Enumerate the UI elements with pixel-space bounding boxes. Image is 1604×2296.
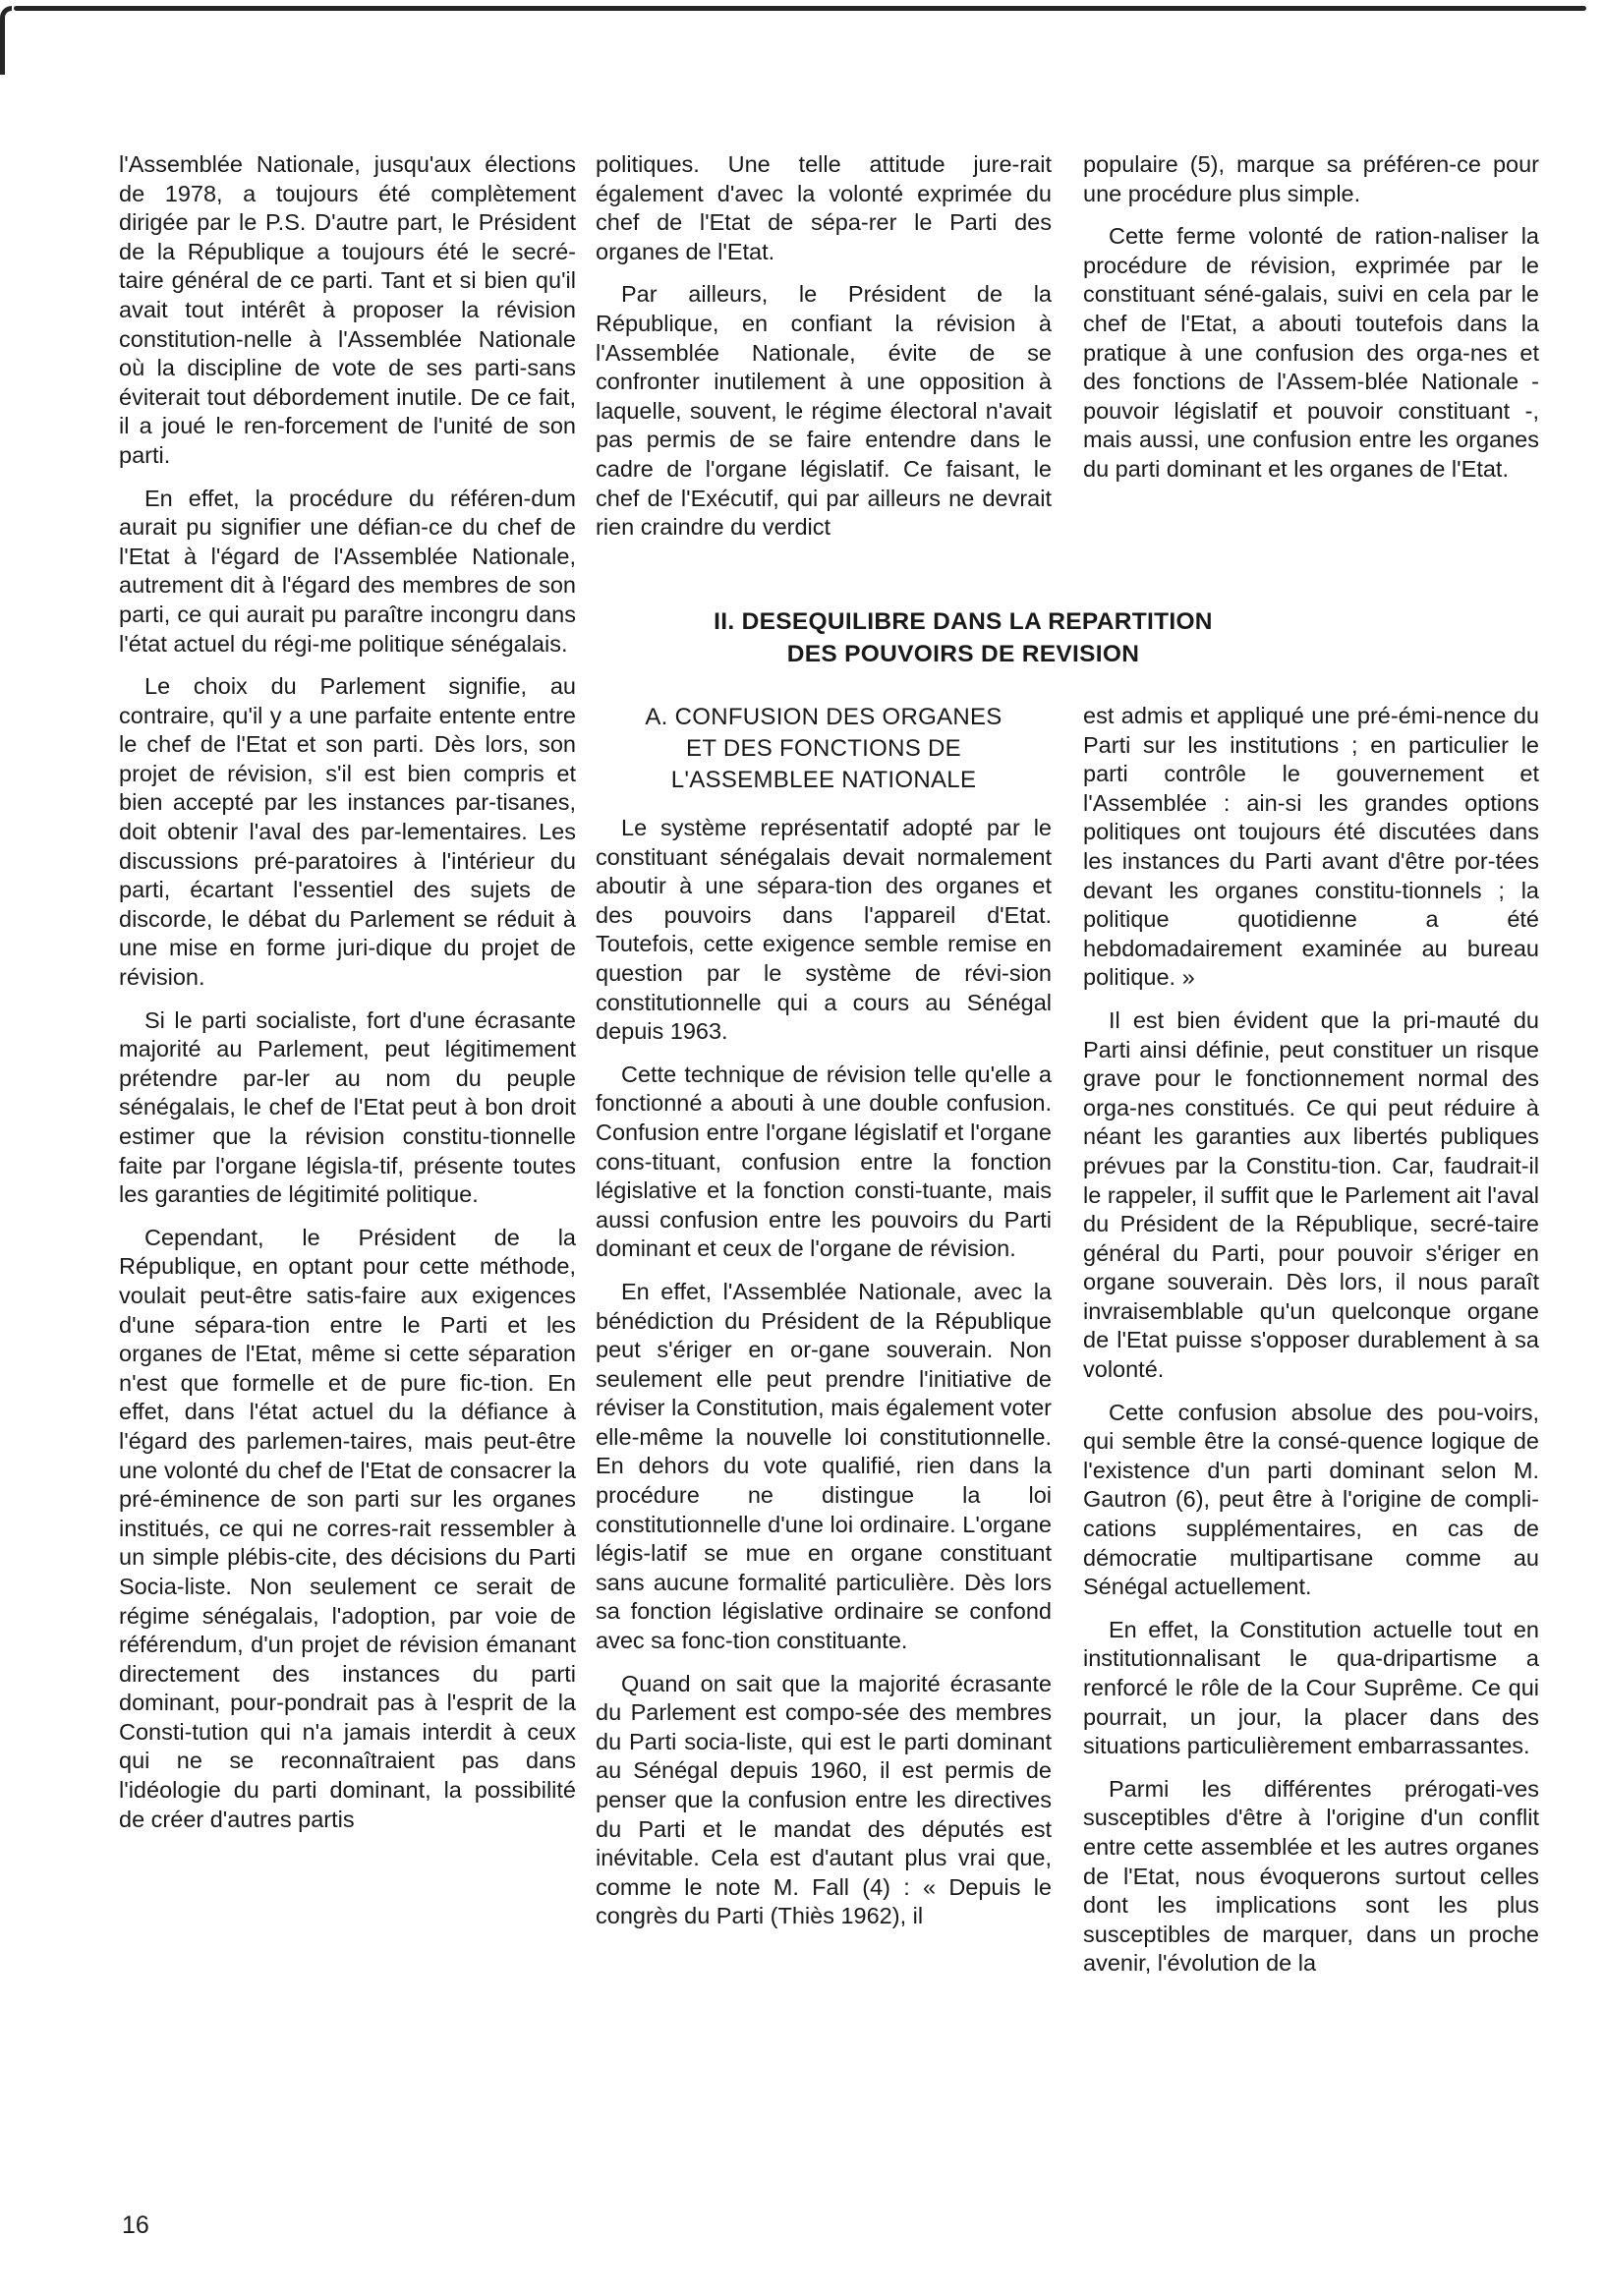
paragraph: Le système représentatif adopté par le constituant sénégalais devait normalement aboutir à une sépara-tion des organes et des pouvoirs dans l'appareil d'Etat. Toutefois, cette exigence semble remise en question par le système de révi-sion constitutionnelle qui a cours au Sénégal depuis 1963. [596,815,1052,1045]
paragraph: Quand on sait que la majorité écrasante du Parlement est compo-sée des membres du Parti socia-liste, qui est le parti dominant au Sénégal depuis 1960, il est permis de penser que la confusion entre les directives du Parti et le mandat des députés est inévitable. Cela est d'autant plus vrai que, comme le note M. Fall (4) : « Depuis le congrès du Parti (Thiès 1962), il [596,1670,1052,1929]
paragraph: politiques. Une telle attitude jure-rait également d'avec la volonté exprimée du chef de l'Etat de sépa-rer le Parti des organes de l'Etat. [596,151,1052,264]
text-column-3-top [1083,150,1539,498]
subsection-heading-line: L'ASSEMBLEE NATIONALE [670,767,977,793]
text-column-2-top [596,150,1052,556]
paragraph: Cependant, le Président de la République, en optant pour cette méthode, voulait peut-être satis-faire aux exigences d'une sépara-tion entre le Parti et les organes de l'Etat, même si cette séparation n'est que formelle et de pure fic-tion. En effet, dans l'état actuel du la défiance à l'égard des parlemen-taires, mais peut-être une volonté du chef de l'Etat de consacrer la pré-éminence de son parti sur les organes institués, ce qui ne corres-rait ressembler à un simple plébis-cite, des décisions du Parti Socia-liste. Non seulement ce serait de régime sénégalais, l'adoption, par voie de référendum, d'un projet de révision émanant directement des instances du parti dominant, pour-pondrait pas à l'esprit de la Consti-tution qui n'a jamais interdit à ceux qui ne se reconnaîtraient pas dans l'idéologie du parti dominant, la possibilité de créer d'autres partis [119,1224,576,1832]
page-number: 16 [122,2211,149,2239]
paragraph: populaire (5), marque sa préféren-ce pour une procédure plus simple. [1083,151,1539,206]
subsection-heading-line: ET DES FONCTIONS DE [686,735,961,762]
subsection-heading-line: A. CONFUSION DES ORGANES [645,704,1002,730]
paragraph: Il est bien évident que la pri-mauté du Parti ainsi définie, peut constituer un risque grave pour le fonctionnement normal des orga-nes constitués. Ce qui peut réduire à néant les garanties aux libertés publiques prévues par la Constitu-tion. Car, faudrait-il le rappeler, il suffit que le Parlement ait l'aval du Président de la République, secré-taire général du Parti, pour pouvoir s'ériger en organe souverain. Dès lors, il nous paraît invraisemblable qu'un quelconque organe de l'Etat puisse s'opposer durablement à sa volonté. [1083,1006,1539,1383]
section-heading [531,605,1396,670]
paragraph: Cette technique de révision telle qu'elle a fonctionné a abouti à une double confusion. Confusion entre l'organe législatif et l'organe cons-tituant, confusion entre la fonction législative et la fonction consti-tuante, mais aussi confusion entre les pouvoirs du Parti dominant et ceux de l'organe de révision. [596,1061,1052,1262]
paragraph: Cette confusion absolue des pou-voirs, qui semble être la consé-quence logique de l'existence d'un parti dominant selon M. Gautron (6), peut être à l'origine de compli-cations supplémentaires, en cas de démocratie multipartisane comme au Sénégal actuellement. [1083,1399,1539,1600]
section-heading-line: II. DESEQUILIBRE DANS LA REPARTITION [714,608,1213,635]
paragraph: Parmi les différentes prérogati-ves susceptibles d'être à l'origine d'un conflit entre cette assemblée et les autres organes de l'Etat, nous évoquerons surtout celles dont les implications sont les plus susceptibles de marquer, dans un proche avenir, l'évolution de la [1083,1775,1539,1977]
paragraph: Le choix du Parlement signifie, au contraire, qu'il y a une parfaite entente entre le chef de l'Etat et son parti. Dès lors, son projet de révision, s'il est bien compris et bien accepté par les instances par-tisanes, doit obtenir l'aval des par-lementaires. Les discussions pré-paratoires à l'intérieur du parti, écartant l'essentiel des sujets de discorde, le débat du Parlement se réduit à une mise en forme juri-dique du projet de révision. [119,673,576,991]
paragraph: En effet, l'Assemblée Nationale, avec la bénédiction du Président de la République peut s'ériger en or-gane souverain. Non seulement elle peut prendre l'initiative de réviser la Constitution, mais également voter elle-même la nouvelle loi constitutionnelle. En dehors du vote qualifié, rien dans la procédure ne distingue la loi constitutionnelle d'une loi ordinaire. L'organe légis-latif se mue en organe constituant sans aucune formalité particulière. Dès lors sa fonction législative ordinaire se confond avec sa fonc-tion constituante. [596,1278,1052,1654]
scan-edge-corner [0,6,12,75]
paragraph: est admis et appliqué une pré-émi-nence du Parti sur les institutions ; en particulier le parti contrôle le gouvernement et l'Assemblée : ain-si les grandes options politiques ont toujours été discutées dans les instances du Parti avant d'être por-tées devant les organes constitu-tionnels ; la politique quotidienne a été hebdomadairement examinée au bureau politique. » [1083,703,1539,991]
paragraph: Cette ferme volonté de ration-naliser la procédure de révision, exprimée par le constituant séné-galais, suivi en cela par le chef de l'Etat, a abouti toutefois dans la pratique à une confusion des orga-nes et des fonctions de l'Assem-blée Nationale - pouvoir législatif et pouvoir constituant -, mais aussi, une confusion entre les organes du parti dominant et les organes de l'Etat. [1083,223,1539,482]
scan-edge-top [14,6,1586,11]
paragraph: Si le parti socialiste, fort d'une écrasante majorité au Parlement, peut légitimement prétendre par-ler au nom du peuple sénégalais, le chef de l'Etat peut à bon droit estimer que la révision constitu-tionnelle faite par l'organe législa-tif, présente toutes les garanties de légitimité politique. [119,1006,576,1208]
paragraph: En effet, la procédure du référen-dum aurait pu signifier une défian-ce du chef de l'Etat à l'égard de l'Assemblée Nationale, autrement dit à l'égard des membres de son parti, ce qui aurait pu paraître incongru dans l'état actuel du régi-me politique sénégalais. [119,485,576,657]
paragraph: Par ailleurs, le Président de la République, en confiant la révision à l'Assemblée Nationale, évite de se confronter inutilement à une opposition à laquelle, souvent, le régime électoral n'avait pas permis de se faire entendre dans le cadre de l'organe législatif. Ce faisant, le chef de l'Exécutif, qui par ailleurs ne devrait rien craindre du verdict [596,281,1052,541]
subsection-heading [596,702,1052,796]
section-heading-line: DES POUVOIRS DE REVISION [786,641,1140,667]
paragraph: En effet, la Constitution actuelle tout en institutionnalisant le qua-dripartisme a renforcé le rôle de la Cour Suprême. Ce qui pourrait, un jour, la placer dans des situations particulièrement embarrassantes. [1083,1616,1539,1759]
paragraph: l'Assemblée Nationale, jusqu'aux élections de 1978, a toujours été complètement dirigée par le P.S. D'autre part, le Président de la République a toujours été le secré-taire général de ce parti. Tant et si bien qu'il avait tout intérêt à proposer la révision constitution-nelle à l'Assemblée Nationale où la discipline de vote de ses parti-sans éviterait tout débordement inutile. De ce fait, il a joué le ren-forcement de l'unité de son parti. [119,151,576,468]
text-column-3-bottom [1083,702,1539,1992]
text-column-2-bottom [596,702,1052,1945]
text-column-1 [119,150,576,1848]
